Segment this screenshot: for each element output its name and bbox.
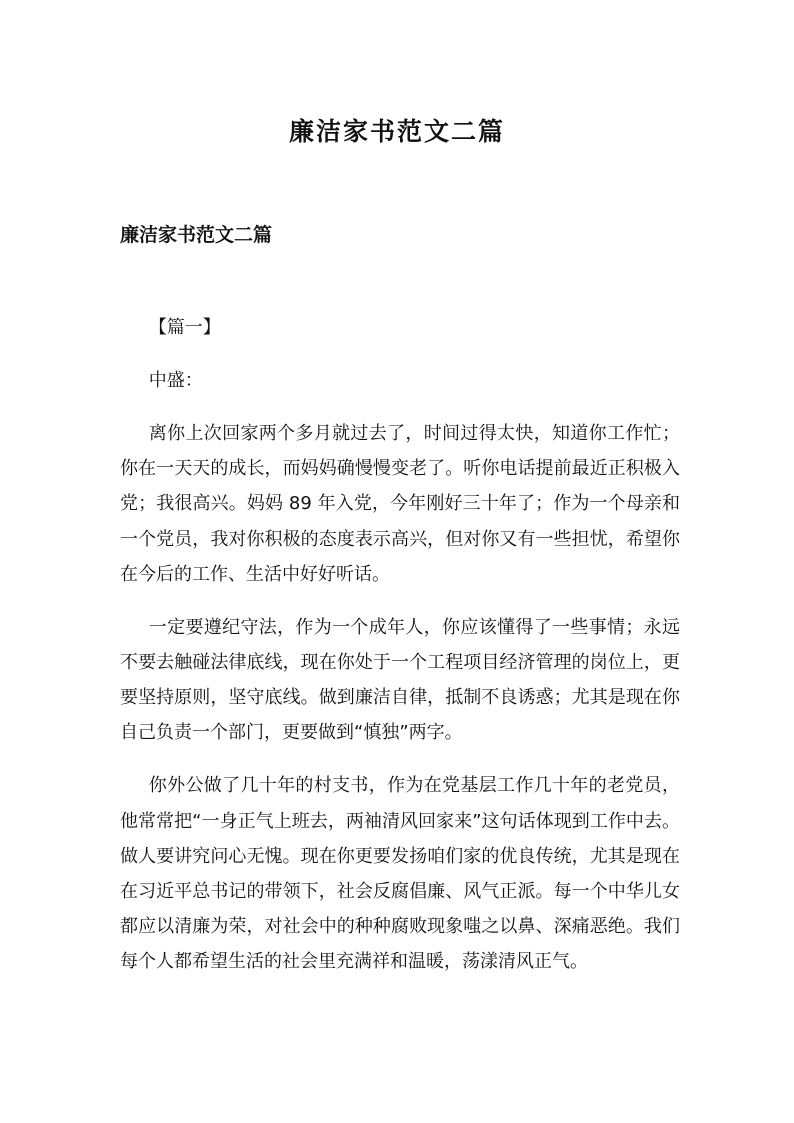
- part-label: 【篇一】: [148, 317, 221, 338]
- letter-body: [120, 310, 680, 980]
- paragraph-1: 离你上次回家两个多月就过去了，时间过得太快，知道你工作忙；你在一天天的成长，而妈妈确慢慢变老了。听你电话提前最近正积极入党；我很高兴。妈妈 89 年入党，今年刚好三十年了；作为一个母亲和一个党员，我对你积极的态度表示高兴，但对你又有一些担忧，希望你在今后的工作、生活中好好听话。: [120, 423, 680, 585]
- paragraph-3: 你外公做了几十年的村支书，作为在党基层工作几十年的老党员，他常常把“一身正气上班去，两袖清风回家来”这句话体现到工作中去。做人要讲究问心无愧。现在你更要发扬咱们家的优良传统，尤其是现在在习近平总书记的带领下，社会反腐倡廉、风气正派。每一个中华儿女都应以清廉为荣，对社会中的种种腐败现象嗤之以鼻、深痛恶绝。我们每个人都希望生活的社会里充满祥和温暖，荡漾清风正气。: [120, 775, 680, 973]
- paragraph-2: 一定要遵纪守法，作为一个成年人，你应该懂得了一些事情；永远不要去触碰法律底线，现在你处于一个工程项目经济管理的岗位上，更要坚持原则，坚守底线。做到廉洁自律，抵制不良诱惑；尤其是现在你自己负责一个部门，更要做到“慎独”两字。: [120, 616, 680, 744]
- section-heading: 廉洁家书范文二篇: [120, 224, 273, 246]
- document-title: 廉洁家书范文二篇: [288, 117, 505, 146]
- salutation: 中盛：: [148, 370, 203, 391]
